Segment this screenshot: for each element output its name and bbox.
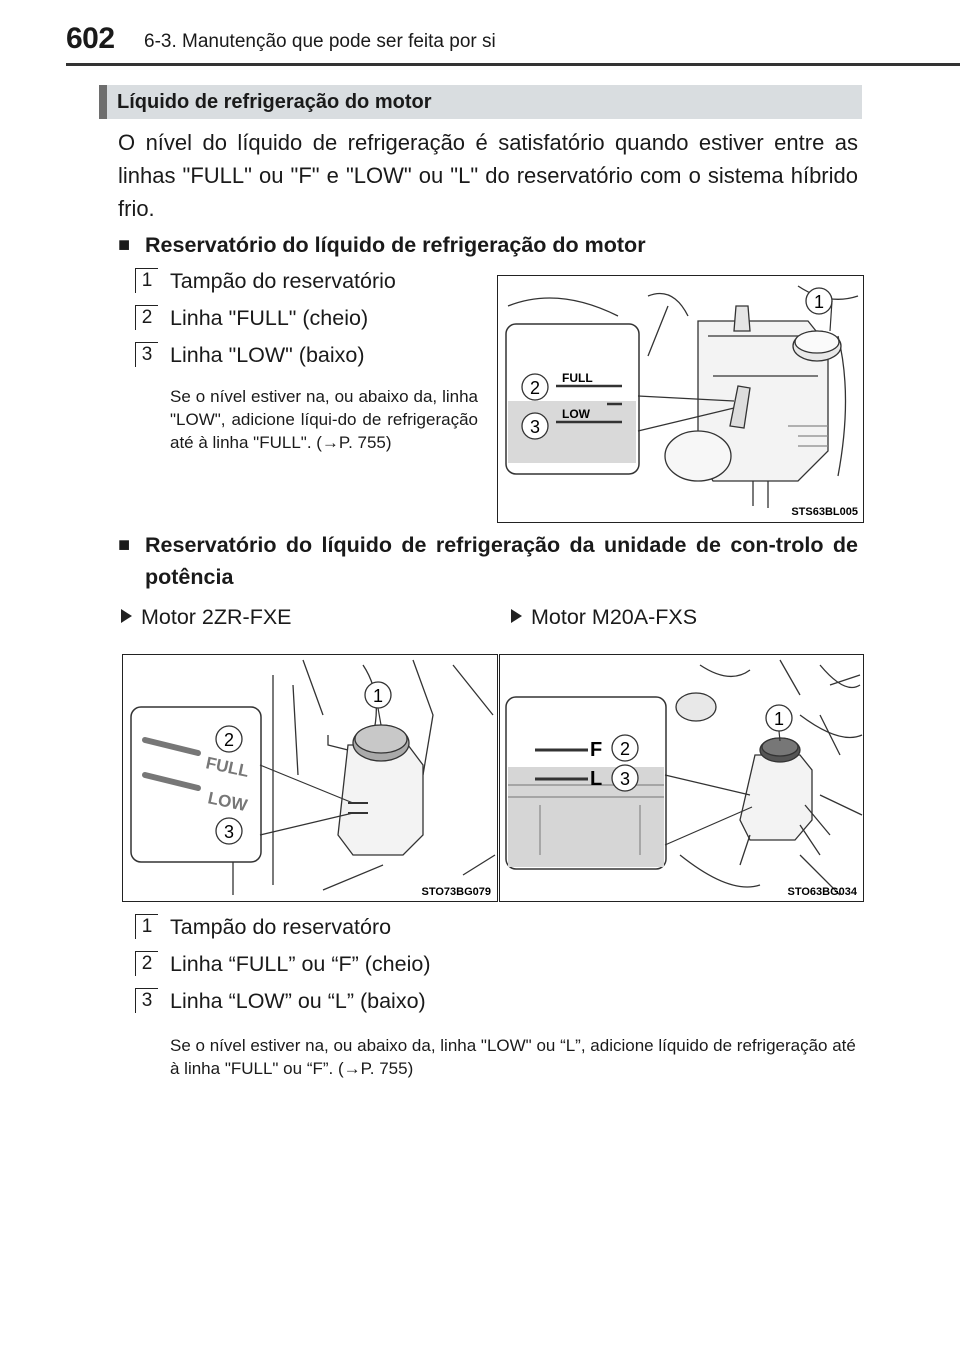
- l-marking-text: L: [590, 768, 603, 790]
- triangle-bullet-icon: [511, 609, 522, 623]
- list-item: [135, 342, 475, 378]
- motor-label-right: [511, 605, 697, 630]
- pcu-reservoir-2zr-figure: [122, 654, 498, 902]
- chapter-title: 6-3. Manutenção que pode ser feita por si: [144, 31, 496, 52]
- subheading-engine-reservoir: [118, 229, 858, 261]
- list-item: [135, 914, 635, 950]
- item-label: Linha "FULL" (cheio): [170, 306, 369, 330]
- callout-1: 1: [372, 686, 384, 706]
- callout-2: 2: [223, 730, 235, 750]
- number-badge: 3: [135, 342, 158, 367]
- figure-code: STO73BG079: [421, 886, 491, 898]
- figure-code: STS63BL005: [791, 506, 858, 518]
- section-header: [99, 85, 862, 119]
- number-badge: 1: [135, 268, 158, 293]
- subheading-text: Reservatório do líquido de refrigeração do motor: [145, 233, 646, 257]
- pcu-reservoir-m20a-figure: [499, 654, 864, 902]
- section-accent: [99, 85, 107, 119]
- square-bullet-icon: ■: [118, 534, 131, 556]
- full-marking-text: FULL: [204, 753, 251, 781]
- full-marking-text: FULL: [562, 371, 593, 385]
- header-divider: [66, 63, 960, 66]
- page-number: 602: [66, 22, 115, 55]
- number-badge: 2: [135, 305, 158, 330]
- motor-name: Motor 2ZR-FXE: [141, 605, 292, 629]
- motor-label-left: [121, 605, 292, 630]
- motor-name: Motor M20A-FXS: [531, 605, 698, 629]
- number-badge: 1: [135, 914, 158, 939]
- callout-3: 3: [529, 417, 541, 437]
- item-label: Linha “FULL” ou “F” (cheio): [170, 952, 431, 976]
- callout-3: 3: [223, 822, 235, 842]
- triangle-bullet-icon: [121, 609, 132, 623]
- callout-3: 3: [619, 769, 631, 789]
- list-item: [135, 305, 475, 341]
- item-label: Tampão do reservatório: [170, 269, 396, 293]
- callout-2: 2: [529, 378, 541, 398]
- list-item: [135, 988, 635, 1024]
- note-text: Se o nível estiver na, ou abaixo da, linha "LOW", adicione líqui-do de refrigeração até à linha "FULL". (→P. 755): [170, 387, 478, 452]
- callout-1: 1: [773, 709, 785, 729]
- item-label: Linha “LOW” ou “L” (baixo): [170, 989, 426, 1013]
- list-item: [135, 951, 635, 987]
- item-label: Linha "LOW" (baixo): [170, 343, 365, 367]
- f-marking-text: F: [590, 739, 603, 761]
- subheading-text: Reservatório do líquido de refrigeração da unidade de con-trolo de potência: [145, 533, 858, 589]
- reservoir-illustration: [498, 276, 863, 522]
- engine-coolant-reservoir-figure: [497, 275, 864, 523]
- callout-2: 2: [619, 739, 631, 759]
- intro-paragraph: O nível do líquido de refrigeração é satisfatório quando estiver entre as linhas "FULL" ou "F" e "LOW" ou "L" do reservatório com o sistema híbrido frio.: [118, 130, 858, 221]
- low-marking-text: LOW: [562, 407, 590, 421]
- number-badge: 2: [135, 951, 158, 976]
- number-badge: 3: [135, 988, 158, 1013]
- square-bullet-icon: ■: [118, 234, 131, 256]
- note-text: Se o nível estiver na, ou abaixo da, linha "LOW" ou “L”, adicione líquido de refrigeração até à linha "FULL" ou “F”. (→P. 755): [170, 1036, 856, 1078]
- callout-1: 1: [813, 292, 825, 312]
- list-item: [135, 268, 475, 304]
- item-label: Tampão do reservatóro: [170, 915, 392, 939]
- low-marking-text: LOW: [206, 788, 249, 816]
- section-title: Líquido de refrigeração do motor: [117, 91, 432, 113]
- subheading-pcu-reservoir: [118, 529, 858, 593]
- figure-code: STO63BG034: [787, 886, 857, 898]
